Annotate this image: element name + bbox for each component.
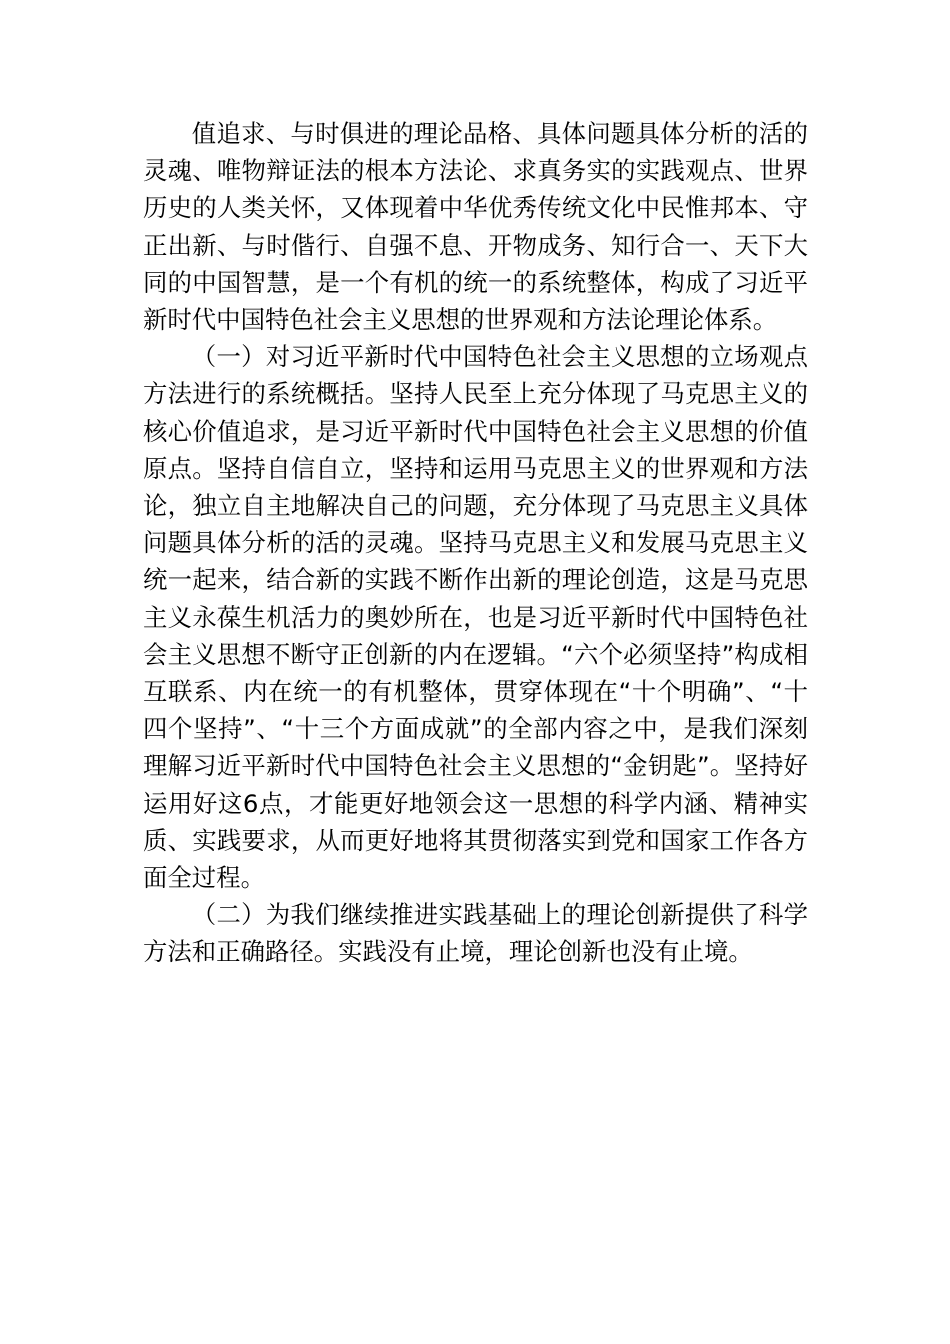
paragraph-section-two: （二）为我们继续推进实践基础上的理论创新提供了科学方法和正确路径。实践没有止境，理论创新也没有止境。	[143, 900, 808, 967]
paragraph-section-one: （一）对习近平新时代中国特色社会主义思想的立场观点方法进行的系统概括。坚持人民至上充分体现了马克思主义的核心价值追求，是习近平新时代中国特色社会主义思想的价值原点。坚持自信自立，坚持和运用马克思主义的世界观和方法论，独立自主地解决自己的问题，充分体现了马克思主义具体问题具体分析的活的灵魂。坚持马克思主义和发展马克思主义统一起来，结合新的实践不断作出新的理论创造，这是马克思主义永葆生机活力的奥妙所在，也是习近平新时代中国特色社会主义思想不断守正创新的内在逻辑。“六个必须坚持”构成相互联系、内在统一的有机整体，贯穿体现在“十个明确”、“十四个坚持”、“十三个方面成就”的全部内容之中，是我们深刻理解习近平新时代中国特色社会主义思想的“金钥匙”。坚持好运用好这6点，才能更好地领会这一思想的科学内涵、精神实质、实践要求，从而更好地将其贯彻落实到党和国家工作各方面全过程。	[143, 342, 808, 893]
document-body	[143, 115, 808, 971]
paragraph-continuation: 值追求、与时俱进的理论品格、具体问题具体分析的活的灵魂、唯物辩证法的根本方法论、求真务实的实践观点、世界历史的人类关怀，又体现着中华优秀传统文化中民惟邦本、守正出新、与时偕行、自强不息、开物成务、知行合一、天下大同的中国智慧，是一个有机的统一的系统整体，构成了习近平新时代中国特色社会主义思想的世界观和方法论理论体系。	[143, 119, 808, 335]
